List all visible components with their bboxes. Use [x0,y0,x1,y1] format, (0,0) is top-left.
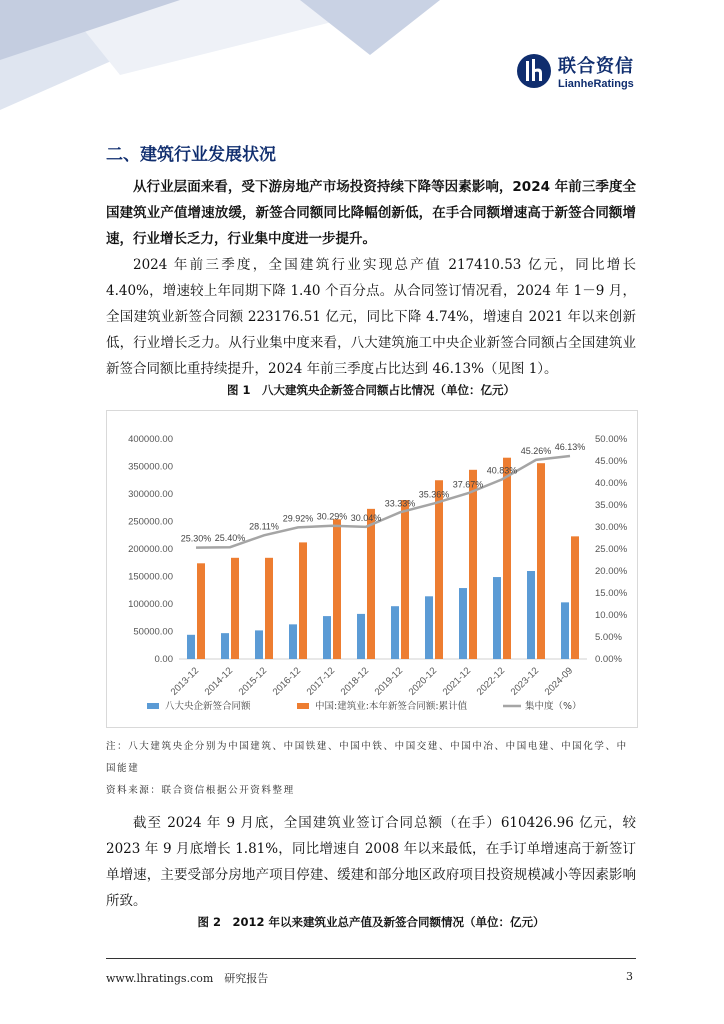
bar-central-soe [289,624,297,659]
y-left-tick-label: 350000.00 [128,461,173,473]
y-left-tick-label: 400000.00 [128,434,173,445]
line-data-label: 29.92% [282,513,314,524]
x-tick-label: 2024-09 [542,665,576,698]
bar-national-total [571,536,579,659]
legend-central-soe-label: 八大央企新签合同额 [165,701,251,712]
x-tick-label: 2019-12 [372,665,406,698]
y-left-tick-label: 0.00 [154,654,173,665]
bar-central-soe [527,571,535,659]
line-data-label: 28.11% [249,521,279,532]
line-data-label: 30.29% [316,511,348,522]
x-tick-label: 2022-12 [474,665,508,698]
bar-national-total [231,558,239,659]
footer-site: www.lhratings.com 研究报告 [106,972,269,985]
x-tick-label: 2016-12 [270,665,304,698]
y-left-tick-label: 200000.00 [128,544,173,555]
section-title: 二、建筑行业发展状况 [106,145,276,165]
paragraph-1: 2024 年前三季度，全国建筑行业实现总产值 217410.53 亿元，同比增长 4.40%，增速较上年同期下降 1.40 个百分点。从合同签订情况看，2024 年 1－9 月，全国建筑业新签合同额 223176.51 亿元，同比下降 4.74%，增速自 2021 年以来创新低，行业增长乏力。从行业集中度来看，八大建筑施工中央企业新签合同额占全国建筑业新签合同额比重持续提升，2024 年前三季度占比达到 46.13%（见图 1）。 [106,257,636,377]
bar-national-total [367,509,375,659]
paragraph-2: 截至 2024 年 9 月底，全国建筑业签订合同总额（在手）610426.96 亿元，较 2023 年 9 月底增长 1.81%，同比增速自 2008 年以来最低，在手订单增速高于新签订单增速，主要受部分房地产项目停建、缓建和部分地区政府项目投资规模减小等因素影响所致。 [106,815,636,909]
bar-national-total [401,500,409,659]
y-left-tick-label: 50000.00 [133,626,173,638]
y-right-tick-label: 45.00% [595,456,628,467]
footer-divider [106,958,636,959]
y-right-tick-label: 5.00% [595,632,622,643]
page-number: 3 [626,970,633,983]
x-tick-label: 2014-12 [202,665,236,698]
line-data-label: 45.26% [520,445,552,456]
bar-central-soe [187,635,195,659]
y-right-tick-label: 30.00% [595,522,628,533]
line-data-label: 25.30% [180,533,212,544]
x-tick-label: 2013-12 [168,665,202,698]
bar-central-soe [561,602,569,659]
header-shape-3 [300,0,440,55]
y-right-tick-label: 15.00% [595,588,628,599]
y-left-tick-label: 300000.00 [128,489,173,500]
legend-national-total-swatch [297,703,309,709]
y-right-tick-label: 20.00% [595,566,628,577]
chart-source: 资料来源：联合资信根据公开资料整理 [106,785,295,796]
y-left-tick-label: 100000.00 [128,599,173,610]
bar-central-soe [357,614,365,659]
y-right-tick-label: 25.00% [595,544,628,555]
bar-national-total [537,463,545,659]
bar-central-soe [493,577,501,659]
figure-1-title: 图 1 八大建筑央企新签合同额占比情况（单位：亿元） [226,383,515,397]
company-logo [516,52,634,90]
y-right-tick-label: 50.00% [595,434,628,445]
x-tick-label: 2017-12 [304,665,338,698]
bar-national-total [503,458,511,659]
legend-national-total-label: 中国:建筑业:本年新签合同额:累计值 [315,701,468,712]
y-right-tick-label: 10.00% [595,610,628,621]
bar-national-total [197,563,205,659]
x-tick-label: 2021-12 [440,665,474,698]
chart-frame [106,410,638,728]
line-data-label: 25.40% [214,533,246,544]
y-right-tick-label: 35.00% [595,500,628,511]
legend-concentration-label: 集中度（%） [525,701,582,712]
logo-name-cn: 联合资信 [558,56,634,77]
legend-central-soe-swatch [147,703,159,709]
bar-central-soe [459,588,467,659]
line-data-label: 30.04% [350,512,382,523]
bar-national-total [299,542,307,659]
bar-central-soe [221,633,229,659]
bar-national-total [435,480,443,659]
x-tick-label: 2023-12 [508,665,542,698]
x-tick-label: 2018-12 [338,665,372,698]
y-left-tick-label: 150000.00 [128,571,173,583]
bar-central-soe [425,596,433,659]
line-data-label: 33.33% [384,498,416,509]
figure-2-title: 图 2 2012 年以来建筑业总产值及新签合同额情况（单位：亿元） [197,915,545,929]
bar-national-total [265,558,273,659]
y-right-tick-label: 40.00% [595,478,628,489]
chart-note: 注：八大建筑央企分别为中国建筑、中国铁建、中国中铁、中国交建、中国中冶、中国电建、中国化学、中国能建 [106,741,628,774]
bar-central-soe [323,616,331,659]
y-right-tick-label: 0.00% [595,654,622,665]
x-tick-label: 2020-12 [406,665,440,698]
line-data-label: 35.36% [418,489,450,500]
x-tick-label: 2015-12 [236,665,270,698]
logo-mark-icon [516,53,552,89]
lead-paragraph: 从行业层面来看，受下游房地产市场投资持续下降等因素影响，2024 年前三季度全国建筑业产值增速放缓，新签合同额同比降幅创新低，在手合同额增速高于新签合同额增速，行业增长乏力，行业集中度进一步提升。 [106,179,636,247]
line-data-label: 46.13% [554,442,586,453]
line-data-label: 37.67% [452,479,484,490]
logo-name-en: LianheRatings [558,78,634,90]
y-left-tick-label: 250000.00 [128,516,173,528]
bar-central-soe [391,606,399,659]
bar-central-soe [255,630,263,659]
figure-1-chart [107,411,637,727]
bar-national-total [469,470,477,659]
bar-national-total [333,519,341,659]
line-data-label: 40.83% [486,465,518,476]
